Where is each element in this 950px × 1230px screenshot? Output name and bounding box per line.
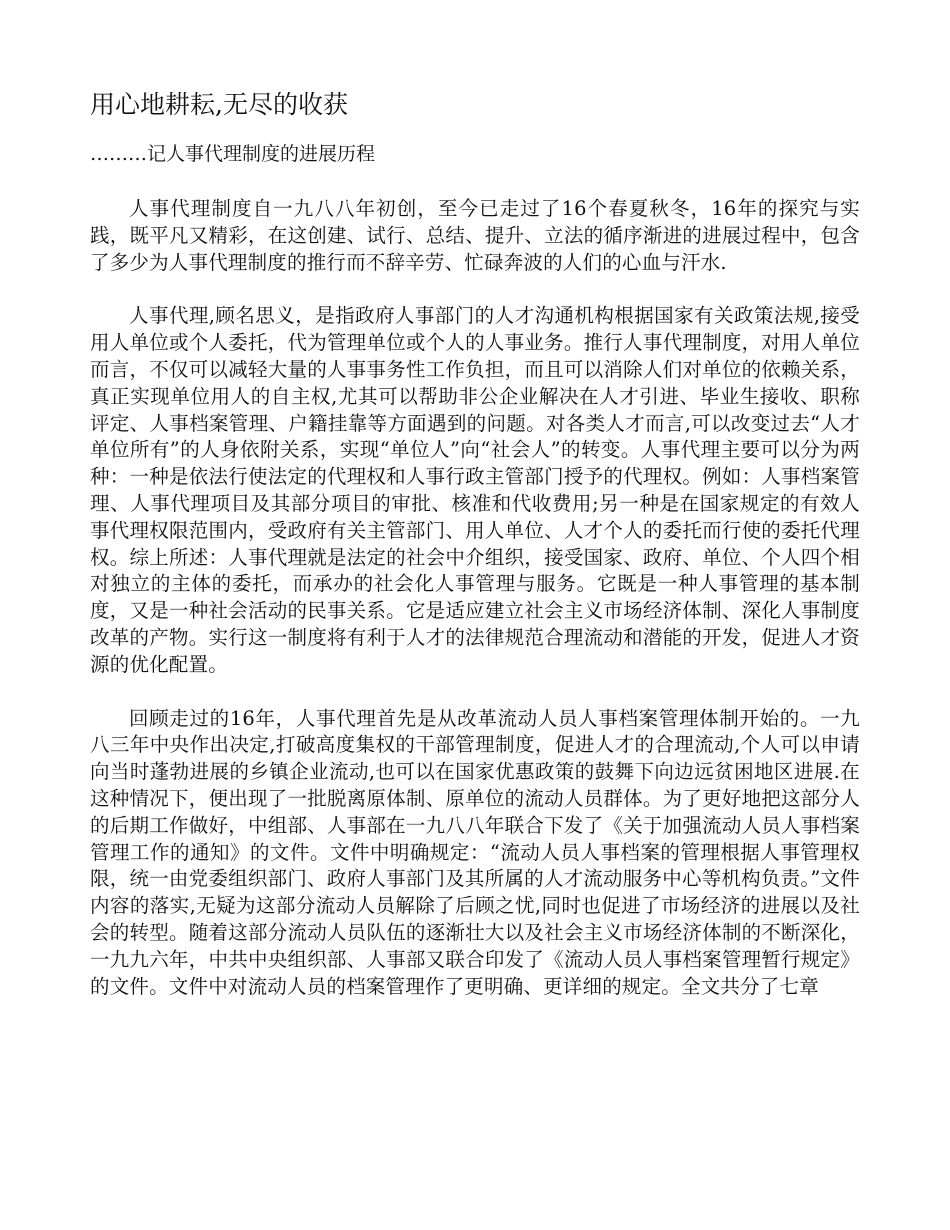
document-subtitle: ………记人事代理制度的进展历程 <box>90 143 376 165</box>
paragraph-history: 回顾走过的16年，人事代理首先是从改革流动人员人事档案管理体制开始的。一九八三年中央作出决定,打破高度集权的干部管理制度，促进人才的合理流动,个人可以申请向当时蓬勃进展的乡镇企业流动,也可以在国家优惠政策的鼓舞下向边远贫困地区进展.在这种情况下，便出现了一批脱离原体制、原单位的流动人员群体。为了更好地把这部分人的后期工作做好，中组部、人事部在一九八八年联合下发了《关于加强流动人员人事档案管理工作的通知》的文件。文件中明确规定：“流动人员人事档案的管理根据人事管理权限，统一由党委组织部门、政府人事部门及其所属的人才流动服务中心等机构负责。”文件内容的落实,无疑为这部分流动人员解除了后顾之忧,同时也促进了市场经济的进展以及社会的转型。随着这部分流动人员队伍的逐渐壮大以及社会主义市场经济体制的不断深化，一九九六年，中共中央组织部、人事部又联合印发了《流动人员人事档案管理暂行规定》的文件。文件中对流动人员的档案管理作了更明确、更详细的规定。全文共分了七章 <box>90 706 860 998</box>
document-page <box>90 86 860 1027</box>
paragraph-definition: 人事代理,顾名思义，是指政府人事部门的人才沟通机构根据国家有关政策法规,接受用人单位或个人委托，代为管理单位或个人的人事业务。推行人事代理制度，对用人单位而言，不仅可以减轻大量的人事事务性工作负担，而且可以消除人们对单位的依赖关系，真正实现单位用人的自主权,尤其可以帮助非公企业解决在人才引进、毕业生接收、职称评定、人事档案管理、户籍挂靠等方面遇到的问题。对各类人才而言,可以改变过去“人才单位所有”的人身依附关系，实现“单位人”向“社会人”的转变。人事代理主要可以分为两种：一种是依法行使法定的代理权和人事行政主管部门授予的代理权。例如：人事档案管理、人事代理项目及其部分项目的审批、核准和代收费用;另一种是在国家规定的有效人事代理权限范围内，受政府有关主管部门、用人单位、人才个人的委托而行使的委托代理权。综上所述：人事代理就是法定的社会中介组织，接受国家、政府、单位、个人四个相对独立的主体的委托，而承办的社会化人事管理与服务。它既是一种人事管理的基本制度，又是一种社会活动的民事关系。它是适应建立社会主义市场经济体制、深化人事制度改革的产物。实行这一制度将有利于人才的法律规范合理流动和潜能的开发，促进人才资源的优化配置。 <box>90 304 860 676</box>
document-title: 用心地耕耘,无尽的收获 <box>90 90 348 119</box>
paragraph-intro: 人事代理制度自一九八八年初创，至今已走过了16个春夏秋冬，16年的探究与实践，既平凡又精彩，在这创建、试行、总结、提升、立法的循序渐进的进展过程中，包含了多少为人事代理制度的推行而不辞辛劳、忙碌奔波的人们的心血与汗水. <box>90 197 860 274</box>
